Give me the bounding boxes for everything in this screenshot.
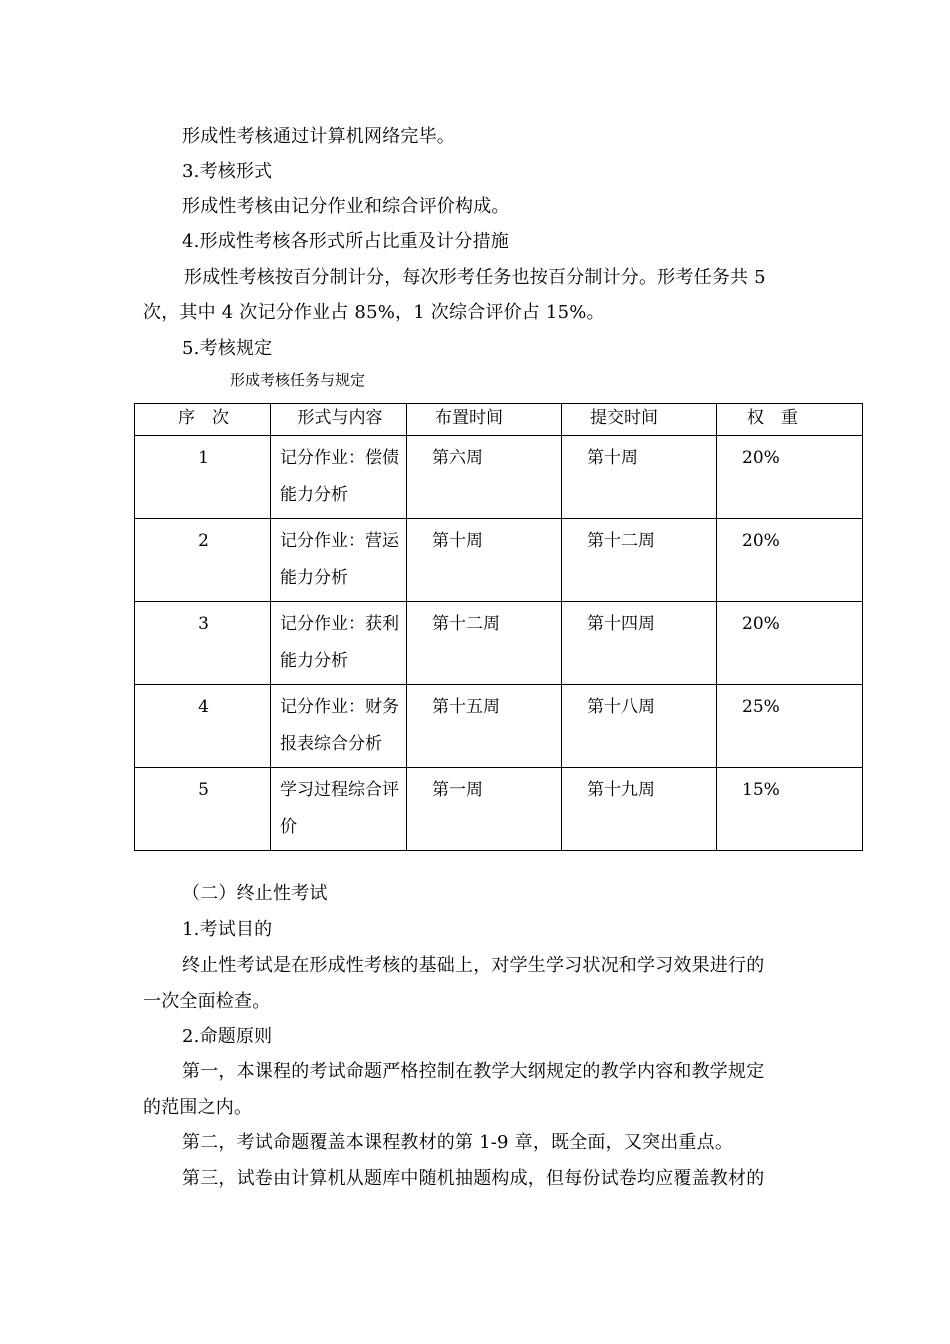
paragraph-assessment-composition: 形成性考核由记分作业和综合评价构成。 [182, 196, 510, 217]
table-row [135, 768, 863, 851]
paragraph-scoring-line-1: 形成性考核按百分制计分，每次形考任务也按百分制计分。形考任务共 5 [184, 267, 766, 288]
cell-weight: 20% [717, 519, 863, 602]
table-row [135, 436, 863, 519]
cell-weight: 15% [717, 768, 863, 851]
table-row [135, 519, 863, 602]
heading-assessment-form: 3.考核形式 [182, 161, 273, 182]
cell-sequence: 1 [135, 436, 271, 519]
table-caption: 形成考核任务与规定 [230, 371, 366, 389]
cell-form-content: 记分作业：营运能力分析 [271, 519, 407, 602]
paragraph-exam-purpose-line-1: 终止性考试是在形成性考核的基础上，对学生学习状况和学习效果进行的 [182, 955, 765, 976]
header-sequence: 序 次 [135, 404, 271, 436]
cell-assign-time: 第十周 [407, 519, 562, 602]
table-row [135, 602, 863, 685]
cell-sequence: 4 [135, 685, 271, 768]
cell-submit-time: 第十二周 [562, 519, 717, 602]
paragraph-network-completion: 形成性考核通过计算机网络完毕。 [182, 126, 455, 147]
cell-form-content: 记分作业：财务报表综合分析 [271, 685, 407, 768]
cell-weight: 25% [717, 685, 863, 768]
header-assign-time: 布置时间 [407, 404, 562, 436]
cell-form-content: 记分作业：获利能力分析 [271, 602, 407, 685]
cell-form-content: 学习过程综合评价 [271, 768, 407, 851]
cell-sequence: 2 [135, 519, 271, 602]
table-row [135, 685, 863, 768]
assessment-task-table [134, 403, 863, 851]
table-header-row [135, 404, 863, 436]
paragraph-exam-purpose-line-2: 一次全面检查。 [143, 991, 271, 1012]
cell-weight: 20% [717, 602, 863, 685]
heading-weight-and-scoring: 4.形成性考核各形式所占比重及计分措施 [182, 231, 509, 252]
heading-final-exam: （二）终止性考试 [182, 883, 328, 904]
cell-assign-time: 第一周 [407, 768, 562, 851]
cell-sequence: 3 [135, 602, 271, 685]
header-submit-time: 提交时间 [562, 404, 717, 436]
cell-submit-time: 第十周 [562, 436, 717, 519]
heading-question-principles: 2.命题原则 [182, 1026, 273, 1047]
cell-assign-time: 第六周 [407, 436, 562, 519]
heading-exam-purpose: 1.考试目的 [182, 919, 273, 940]
paragraph-principle-1-line-2: 的范围之内。 [143, 1097, 253, 1118]
paragraph-principle-3: 第三，试卷由计算机从题库中随机抽题构成，但每份试卷均应覆盖教材的 [182, 1168, 765, 1189]
header-weight: 权 重 [717, 404, 863, 436]
cell-assign-time: 第十二周 [407, 602, 562, 685]
paragraph-principle-2: 第二，考试命题覆盖本课程教材的第 1-9 章，既全面，又突出重点。 [182, 1132, 734, 1153]
header-form-content: 形式与内容 [271, 404, 407, 436]
cell-submit-time: 第十八周 [562, 685, 717, 768]
cell-submit-time: 第十四周 [562, 602, 717, 685]
paragraph-principle-1-line-1: 第一，本课程的考试命题严格控制在教学大纲规定的教学内容和教学规定 [182, 1061, 765, 1082]
paragraph-scoring-line-2: 次，其中 4 次记分作业占 85%，1 次综合评价占 15%。 [143, 302, 605, 323]
cell-sequence: 5 [135, 768, 271, 851]
cell-assign-time: 第十五周 [407, 685, 562, 768]
cell-submit-time: 第十九周 [562, 768, 717, 851]
cell-weight: 20% [717, 436, 863, 519]
heading-assessment-rules: 5.考核规定 [182, 338, 273, 359]
cell-form-content: 记分作业：偿债能力分析 [271, 436, 407, 519]
